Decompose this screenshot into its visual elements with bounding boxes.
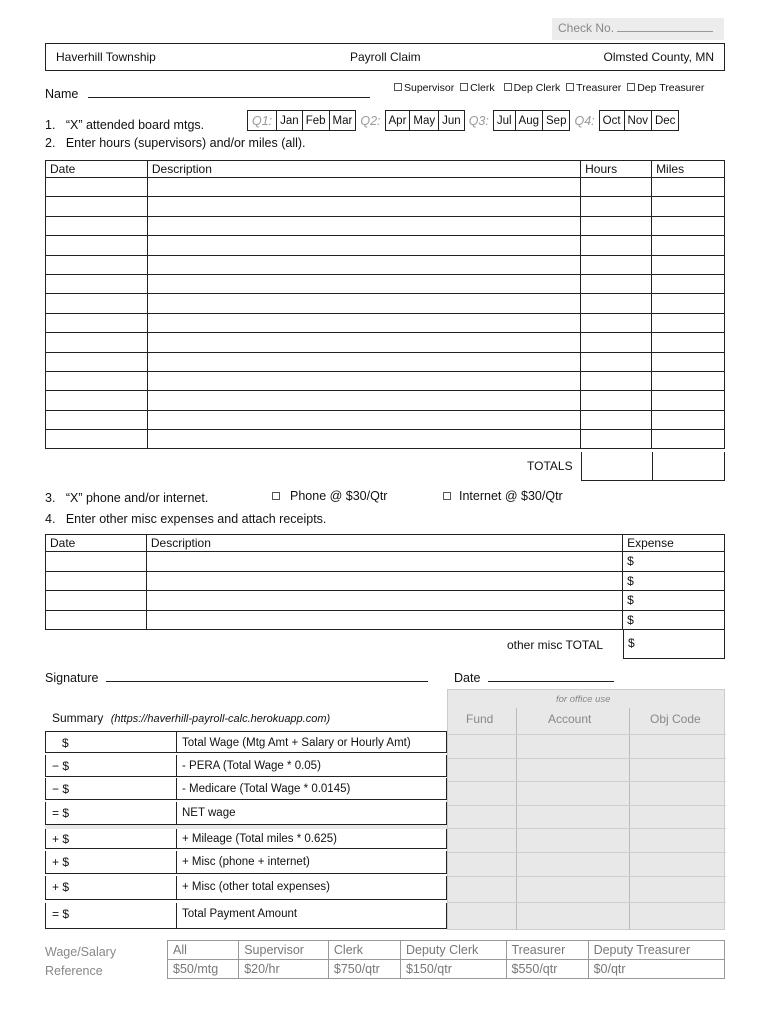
month-cell[interactable]: Aug xyxy=(515,111,542,131)
entry-cell[interactable] xyxy=(147,274,580,293)
amount-field[interactable]: − $ xyxy=(52,782,70,796)
quarter-label: Q2: xyxy=(360,113,381,128)
table-row xyxy=(46,352,725,371)
role-dep-clerk[interactable]: Dep Clerk xyxy=(504,82,561,94)
office-use-label: for office use xyxy=(556,694,611,705)
entry-cell[interactable] xyxy=(46,610,147,630)
table-row xyxy=(46,313,725,332)
expense-cell[interactable]: $ xyxy=(623,571,725,591)
name-field[interactable] xyxy=(88,86,370,98)
amount-field[interactable]: + $ xyxy=(52,855,70,869)
signature-row xyxy=(45,670,428,685)
entry-cell[interactable] xyxy=(46,410,148,429)
misc-total-label: other misc TOTAL xyxy=(507,638,604,652)
role-dep-treasurer[interactable]: Dep Treasurer xyxy=(627,82,704,94)
entry-cell[interactable] xyxy=(46,333,148,352)
entry-cell[interactable] xyxy=(146,591,622,611)
entry-cell[interactable] xyxy=(652,430,725,449)
entry-cell[interactable] xyxy=(581,197,652,216)
summary-label: + Misc (phone + internet) xyxy=(182,856,310,868)
entry-cell[interactable] xyxy=(147,313,580,332)
entry-cell[interactable] xyxy=(581,430,652,449)
entry-cell[interactable] xyxy=(46,391,148,410)
entry-cell[interactable] xyxy=(652,236,725,255)
entry-cell[interactable] xyxy=(46,197,148,216)
col-miles: Miles xyxy=(652,161,725,178)
entry-cell[interactable] xyxy=(46,371,148,390)
summary-label: + Misc (other total expenses) xyxy=(182,881,330,893)
summary-row xyxy=(45,827,447,849)
amount-field[interactable]: = $ xyxy=(52,806,70,820)
role-options xyxy=(394,82,704,94)
ref-role: Clerk xyxy=(328,941,400,960)
office-col-account: Account xyxy=(548,712,592,726)
month-cell[interactable]: Feb xyxy=(302,111,329,131)
ref-rate: $50/mtg xyxy=(168,960,239,979)
month-cell[interactable]: May xyxy=(410,111,439,131)
checkbox-icon xyxy=(460,83,468,91)
entry-cell[interactable] xyxy=(147,333,580,352)
entry-cell[interactable] xyxy=(46,236,148,255)
checkbox-icon xyxy=(566,83,574,91)
ref-rate: $550/qtr xyxy=(506,960,588,979)
month-cell[interactable]: Jun xyxy=(439,111,465,131)
hours-total[interactable] xyxy=(582,452,653,480)
dollar-sign: $ xyxy=(628,636,635,650)
ref-rate: $150/qtr xyxy=(400,960,506,979)
ref-rate: $750/qtr xyxy=(328,960,400,979)
misc-total-field[interactable] xyxy=(623,629,725,659)
col-expense: Expense xyxy=(623,535,725,552)
table-row xyxy=(46,178,725,197)
summary-row xyxy=(45,755,447,777)
amount-field[interactable]: + $ xyxy=(52,880,70,894)
entry-cell[interactable] xyxy=(652,410,725,429)
checkbox-icon xyxy=(272,492,280,500)
entry-cell[interactable] xyxy=(46,178,148,197)
table-row xyxy=(46,591,725,611)
role-clerk[interactable]: Clerk xyxy=(460,82,495,94)
phone-option[interactable]: Phone @ $30/Qtr xyxy=(272,489,387,503)
checkbox-icon xyxy=(627,83,635,91)
role-treasurer[interactable]: Treasurer xyxy=(566,82,621,94)
table-row xyxy=(46,552,725,572)
checkbox-icon xyxy=(394,83,402,91)
entry-cell[interactable] xyxy=(146,552,622,572)
entry-cell[interactable] xyxy=(581,216,652,235)
ref-role: Treasurer xyxy=(506,941,588,960)
entry-cell[interactable] xyxy=(581,294,652,313)
step-1: 1. “X” attended board mtgs. xyxy=(45,118,205,132)
county-name: Olmsted County, MN xyxy=(603,50,714,64)
entry-cell[interactable] xyxy=(46,255,148,274)
col-date: Date xyxy=(46,161,148,178)
entry-cell[interactable] xyxy=(46,216,148,235)
table-row xyxy=(46,197,725,216)
step-2: 2. Enter hours (supervisors) and/or miles (all). xyxy=(45,136,306,150)
reference-table xyxy=(167,940,725,979)
table-row xyxy=(46,410,725,429)
table-row xyxy=(46,371,725,390)
month-cell[interactable]: Sep xyxy=(543,111,570,131)
misc-table xyxy=(45,534,725,630)
amount-field[interactable]: + $ xyxy=(52,832,70,846)
expense-cell[interactable]: $ xyxy=(623,591,725,611)
entry-cell[interactable] xyxy=(147,430,580,449)
entry-cell[interactable] xyxy=(46,430,148,449)
internet-option[interactable]: Internet @ $30/Qtr xyxy=(443,489,563,503)
quarter-label: Q1: xyxy=(248,111,277,131)
month-cell[interactable]: Oct xyxy=(599,111,624,131)
month-cell[interactable]: Dec xyxy=(651,111,678,131)
table-row xyxy=(46,294,725,313)
summary-title: Summary (https://haverhill-payroll-calc.herokuapp.com) xyxy=(52,711,331,725)
entry-cell[interactable] xyxy=(581,391,652,410)
month-cell[interactable]: Jan xyxy=(277,111,303,131)
amount-field[interactable]: − $ xyxy=(52,759,70,773)
table-row xyxy=(46,571,725,591)
entry-cell[interactable] xyxy=(581,333,652,352)
summary-label: - PERA (Total Wage * 0.05) xyxy=(182,760,321,772)
entry-cell[interactable] xyxy=(46,552,147,572)
summary-label: Total Wage (Mtg Amt + Salary or Hourly Amt) xyxy=(182,737,411,749)
table-row xyxy=(46,236,725,255)
check-no-label: Check No. xyxy=(558,21,615,35)
entry-cell[interactable] xyxy=(652,197,725,216)
entry-cell[interactable] xyxy=(147,410,580,429)
entry-cell[interactable] xyxy=(652,294,725,313)
entry-cell[interactable] xyxy=(652,333,725,352)
name-row xyxy=(45,86,370,101)
checkbox-icon xyxy=(443,492,451,500)
table-row xyxy=(46,333,725,352)
entry-cell[interactable] xyxy=(147,371,580,390)
quarter-label: Q4: xyxy=(574,113,595,128)
entry-cell[interactable] xyxy=(581,371,652,390)
entry-cell[interactable] xyxy=(147,294,580,313)
summary-row xyxy=(45,731,447,753)
check-no[interactable] xyxy=(552,18,724,40)
ref-role: All xyxy=(168,941,239,960)
table-row xyxy=(46,274,725,293)
col-description: Description xyxy=(147,161,580,178)
summary-row xyxy=(45,851,447,874)
entry-cell[interactable] xyxy=(652,255,725,274)
township-name: Haverhill Township xyxy=(56,50,156,64)
entry-cell[interactable] xyxy=(146,571,622,591)
summary-row xyxy=(45,802,447,825)
office-use-panel xyxy=(447,689,725,930)
ref-rate: $0/qtr xyxy=(588,960,724,979)
step-4: 4. Enter other misc expenses and attach receipts. xyxy=(45,512,327,526)
name-label: Name xyxy=(45,87,79,101)
entry-cell[interactable] xyxy=(46,591,147,611)
col-description: Description xyxy=(146,535,622,552)
summary-url: (https://haverhill-payroll-calc.herokuapp.com) xyxy=(110,713,331,725)
table-row xyxy=(46,255,725,274)
entry-cell[interactable] xyxy=(652,313,725,332)
checkbox-icon xyxy=(504,83,512,91)
quarter-label: Q3: xyxy=(468,113,489,128)
meeting-quarters xyxy=(247,110,679,131)
summary-row xyxy=(45,778,447,800)
entry-cell[interactable] xyxy=(581,274,652,293)
month-cell[interactable]: Apr xyxy=(385,111,410,131)
table-row xyxy=(46,216,725,235)
ref-role: Deputy Treasurer xyxy=(588,941,724,960)
table-row xyxy=(46,391,725,410)
form-header xyxy=(45,43,725,71)
summary-label: Total Payment Amount xyxy=(182,908,298,920)
month-cell[interactable]: Nov xyxy=(624,111,651,131)
summary-row xyxy=(45,903,447,929)
entry-cell[interactable] xyxy=(46,313,148,332)
entry-cell[interactable] xyxy=(147,255,580,274)
totals-row xyxy=(581,452,725,481)
entry-cell[interactable] xyxy=(147,178,580,197)
amount-field[interactable]: $ xyxy=(62,736,69,750)
hours-table xyxy=(45,160,725,449)
office-col-fund: Fund xyxy=(466,712,494,726)
entry-cell[interactable] xyxy=(652,391,725,410)
entry-cell[interactable] xyxy=(581,313,652,332)
summary-label: NET wage xyxy=(182,807,236,819)
expense-cell[interactable]: $ xyxy=(623,552,725,572)
ref-role: Supervisor xyxy=(239,941,329,960)
entry-cell[interactable] xyxy=(581,236,652,255)
entry-cell[interactable] xyxy=(146,610,622,630)
entry-cell[interactable] xyxy=(46,352,148,371)
col-date: Date xyxy=(46,535,147,552)
signature-label: Signature xyxy=(45,671,99,685)
entry-cell[interactable] xyxy=(147,236,580,255)
entry-cell[interactable] xyxy=(147,197,580,216)
summary-row xyxy=(45,876,447,900)
entry-cell[interactable] xyxy=(652,371,725,390)
entry-cell[interactable] xyxy=(147,216,580,235)
entry-cell[interactable] xyxy=(581,352,652,371)
entry-cell[interactable] xyxy=(652,178,725,197)
entry-cell[interactable] xyxy=(652,216,725,235)
entry-cell[interactable] xyxy=(652,274,725,293)
totals-label: TOTALS xyxy=(527,459,573,473)
amount-field[interactable]: = $ xyxy=(52,907,70,921)
date-row xyxy=(454,670,614,685)
entry-cell[interactable] xyxy=(46,274,148,293)
entry-cell[interactable] xyxy=(46,294,148,313)
signature-field[interactable] xyxy=(106,670,428,682)
date-field[interactable] xyxy=(488,670,614,682)
entry-cell[interactable] xyxy=(147,352,580,371)
date-label: Date xyxy=(454,671,481,685)
summary-label: + Mileage (Total miles * 0.625) xyxy=(182,833,338,845)
ref-role: Deputy Clerk xyxy=(400,941,506,960)
entry-cell[interactable] xyxy=(147,391,580,410)
entry-cell[interactable] xyxy=(581,178,652,197)
table-row xyxy=(46,430,725,449)
entry-cell[interactable] xyxy=(581,255,652,274)
reference-label: Wage/Salary Reference xyxy=(45,945,117,978)
month-cell[interactable]: Jul xyxy=(493,111,515,131)
step-3: 3. “X” phone and/or internet. xyxy=(45,491,209,505)
summary-label: - Medicare (Total Wage * 0.0145) xyxy=(182,783,351,795)
month-cell[interactable]: Mar xyxy=(329,111,356,131)
entry-cell[interactable] xyxy=(46,571,147,591)
entry-cell[interactable] xyxy=(652,352,725,371)
ref-rate: $20/hr xyxy=(239,960,329,979)
entry-cell[interactable] xyxy=(581,410,652,429)
office-col-obj-code: Obj Code xyxy=(650,712,701,726)
table-row xyxy=(46,610,725,630)
role-supervisor[interactable]: Supervisor xyxy=(394,82,454,94)
col-hours: Hours xyxy=(581,161,652,178)
form-title: Payroll Claim xyxy=(350,50,421,64)
expense-cell[interactable]: $ xyxy=(623,610,725,630)
